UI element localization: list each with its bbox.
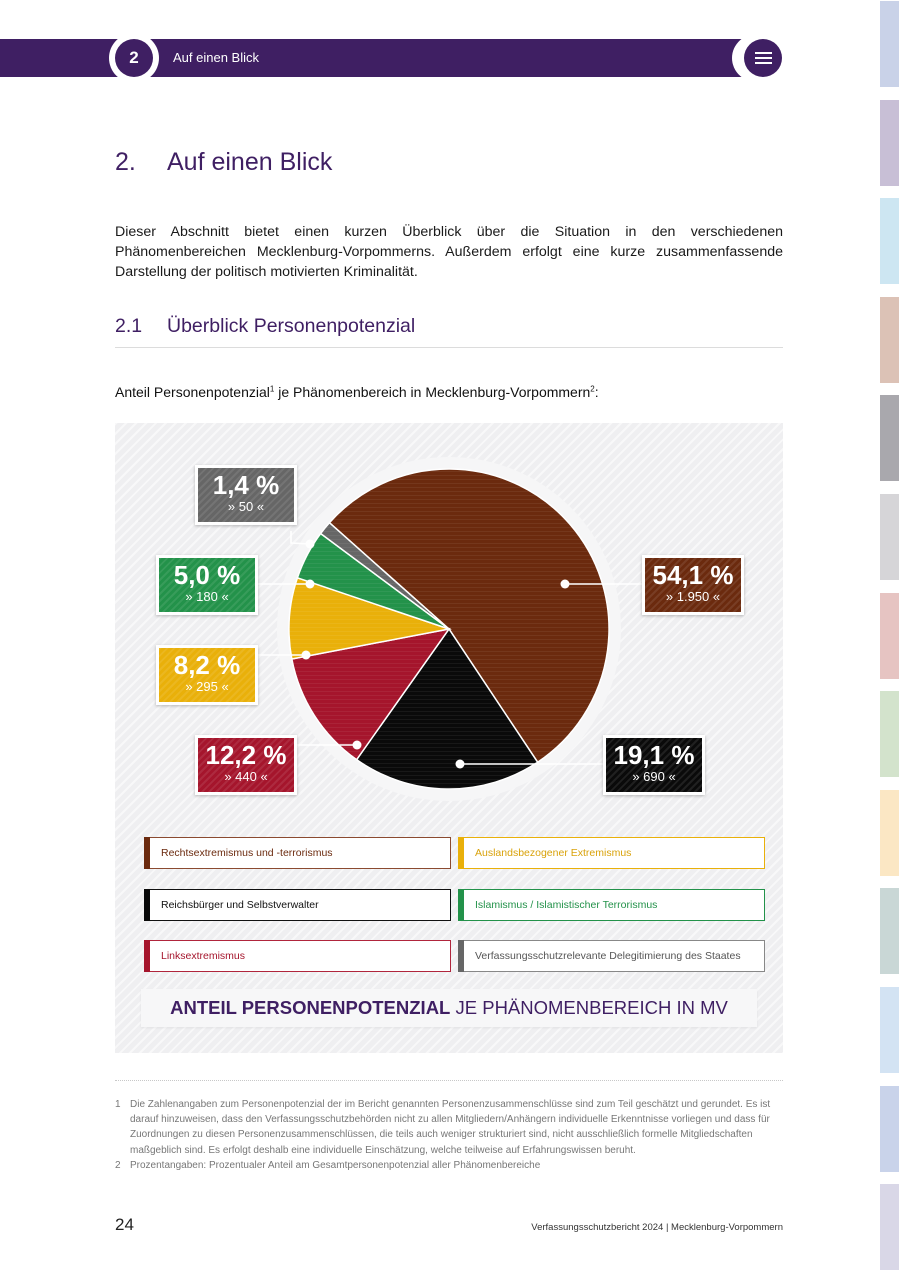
hamburger-menu-icon — [755, 62, 772, 64]
chapter-tab[interactable] — [880, 1086, 899, 1172]
legend-item[interactable] — [458, 837, 765, 869]
footnote-ref[interactable]: 1 — [269, 384, 275, 394]
pie-label-count: » 50 « — [227, 499, 265, 514]
section-heading-text: Überblick Personenpotenzial — [167, 315, 416, 337]
label-leader-dot — [302, 651, 311, 660]
pie-label-percent: 8,2 % — [173, 650, 241, 680]
hamburger-menu-icon — [755, 52, 772, 54]
chapter-tab[interactable] — [880, 198, 899, 284]
pie-chart-figure — [115, 423, 783, 1053]
legend-item[interactable] — [144, 837, 451, 869]
pie-data-label — [195, 465, 297, 525]
hamburger-menu-icon — [755, 57, 772, 59]
menu-button[interactable] — [744, 39, 782, 77]
pie-data-label — [195, 735, 297, 795]
pie-label-count: » 690 « — [632, 769, 676, 784]
footnote-divider — [115, 1080, 783, 1081]
label-leader-dot — [353, 741, 362, 750]
footnote-text: Prozentangaben: Prozentualer Anteil am Gesamtpersonenpotenzial aller Phänomenbereiche — [130, 1160, 541, 1171]
pie-label-count: » 180 « — [185, 589, 229, 604]
pie-label-count: » 295 « — [185, 679, 229, 694]
pie-data-label — [156, 645, 258, 705]
pie-data-label — [642, 555, 744, 615]
chart-title-bold: ANTEIL PERSONENPOTENZIAL — [170, 997, 451, 1018]
label-leader-dot — [306, 580, 315, 589]
figure-caption — [115, 384, 599, 400]
footnote-1 — [115, 1097, 783, 1158]
chapter-tab[interactable] — [880, 888, 899, 974]
pie-data-label — [603, 735, 705, 795]
footnote-ref[interactable]: 2 — [590, 384, 595, 394]
legend-label: Rechtsextremismus und -terrorismus — [161, 847, 333, 859]
footnote-number: 2 — [115, 1160, 121, 1171]
chapter-tab[interactable] — [880, 987, 899, 1073]
label-leader-dot — [306, 540, 315, 549]
legend-item[interactable] — [144, 940, 451, 972]
legend-label: Auslandsbezogener Extremismus — [475, 847, 632, 859]
chapter-number-badge[interactable]: 2 — [115, 39, 153, 77]
page-number: 24 — [115, 1215, 134, 1234]
chart-title — [141, 989, 757, 1027]
footnote-2 — [115, 1158, 783, 1173]
page-title-number: 2. — [115, 148, 136, 176]
pie-label-percent: 1,4 % — [212, 470, 280, 500]
caption-text: je Phänomenbereich in Mecklenburg-Vorpommern — [274, 384, 591, 400]
pie-label-percent: 54,1 % — [652, 560, 734, 590]
chapter-tab[interactable] — [880, 297, 899, 383]
chapter-tab[interactable] — [880, 593, 899, 679]
section-divider — [115, 347, 783, 348]
label-leader-dot — [456, 760, 465, 769]
legend-swatch — [144, 940, 150, 972]
legend-swatch — [458, 940, 464, 972]
pie-data-label — [156, 555, 258, 615]
header-section-title: Auf einen Blick — [173, 50, 259, 65]
chapter-tab[interactable] — [880, 1184, 899, 1270]
legend-item[interactable] — [458, 889, 765, 921]
legend-swatch — [458, 837, 464, 869]
legend-item[interactable] — [144, 889, 451, 921]
caption-text: Anteil Personenpotenzial — [115, 384, 270, 400]
chapter-tab[interactable] — [880, 691, 899, 777]
section-heading — [115, 315, 415, 338]
legend-item[interactable] — [458, 940, 765, 972]
running-footer: Verfassungsschutzbericht 2024 | Mecklenburg-Vorpommern — [531, 1222, 783, 1233]
legend-label: Linksextremismus — [161, 950, 246, 962]
chart-title-rest: JE PHÄNOMENBEREICH IN MV — [450, 997, 728, 1018]
chapter-tab[interactable] — [880, 494, 899, 580]
label-leader-dot — [561, 580, 570, 589]
chapter-tab[interactable] — [880, 1, 899, 87]
intro-paragraph: Dieser Abschnitt bietet einen kurzen Überblick über die Situation in den verschiedenen Phänomenbereichen Mecklenburg-Vorpommerns. Außerdem erfolgt eine kurze zusammenfassende Darstellung der politisch motivierten Kriminalität. — [115, 224, 783, 280]
legend-label: Reichsbürger und Selbstverwalter — [161, 898, 319, 911]
legend-swatch — [144, 837, 150, 869]
legend-label: Islamismus / Islamistischer Terrorismus — [475, 898, 658, 911]
chapter-tab[interactable] — [880, 100, 899, 186]
footnote-text: Die Zahlenangaben zum Personenpotenzial der im Bericht genannten Personenzusammenschlüsse sind zum Teil geschätzt und gerundet. Es ist darauf hinzuweisen, dass den Verfassungsschutzbehörden nicht zu allen Mitgliedern/Anhängern individuelle Erkenntnisse vorliegen und dass für Zuordnungen zu diesen Personenzusammenschlüssen, die teils auch weniger strukturiert sind, nicht ausschließlich formelle Mitgliedschaften maßgeblich sind. Es erfolgt deshalb eine individuelle Einschätzung, welche teilweise auf Erfahrungswissen beruht. — [130, 1099, 771, 1156]
legend-label: Verfassungsschutzrelevante Delegitimierung des Staates — [475, 950, 741, 962]
pie-label-count: » 1.950 « — [665, 589, 721, 604]
chapter-tab[interactable] — [880, 790, 899, 876]
chapter-tab[interactable] — [880, 395, 899, 481]
page-title — [115, 148, 332, 177]
legend-swatch — [458, 889, 464, 921]
pie-label-percent: 12,2 % — [205, 740, 287, 770]
footnote-number: 1 — [115, 1099, 121, 1110]
legend-swatch — [144, 889, 150, 921]
pie-label-percent: 19,1 % — [613, 740, 695, 770]
page-title-text: Auf einen Blick — [167, 148, 333, 176]
section-heading-number: 2.1 — [115, 315, 143, 337]
pie-label-count: » 440 « — [224, 769, 268, 784]
pie-label-percent: 5,0 % — [173, 560, 241, 590]
caption-text: : — [594, 384, 599, 400]
